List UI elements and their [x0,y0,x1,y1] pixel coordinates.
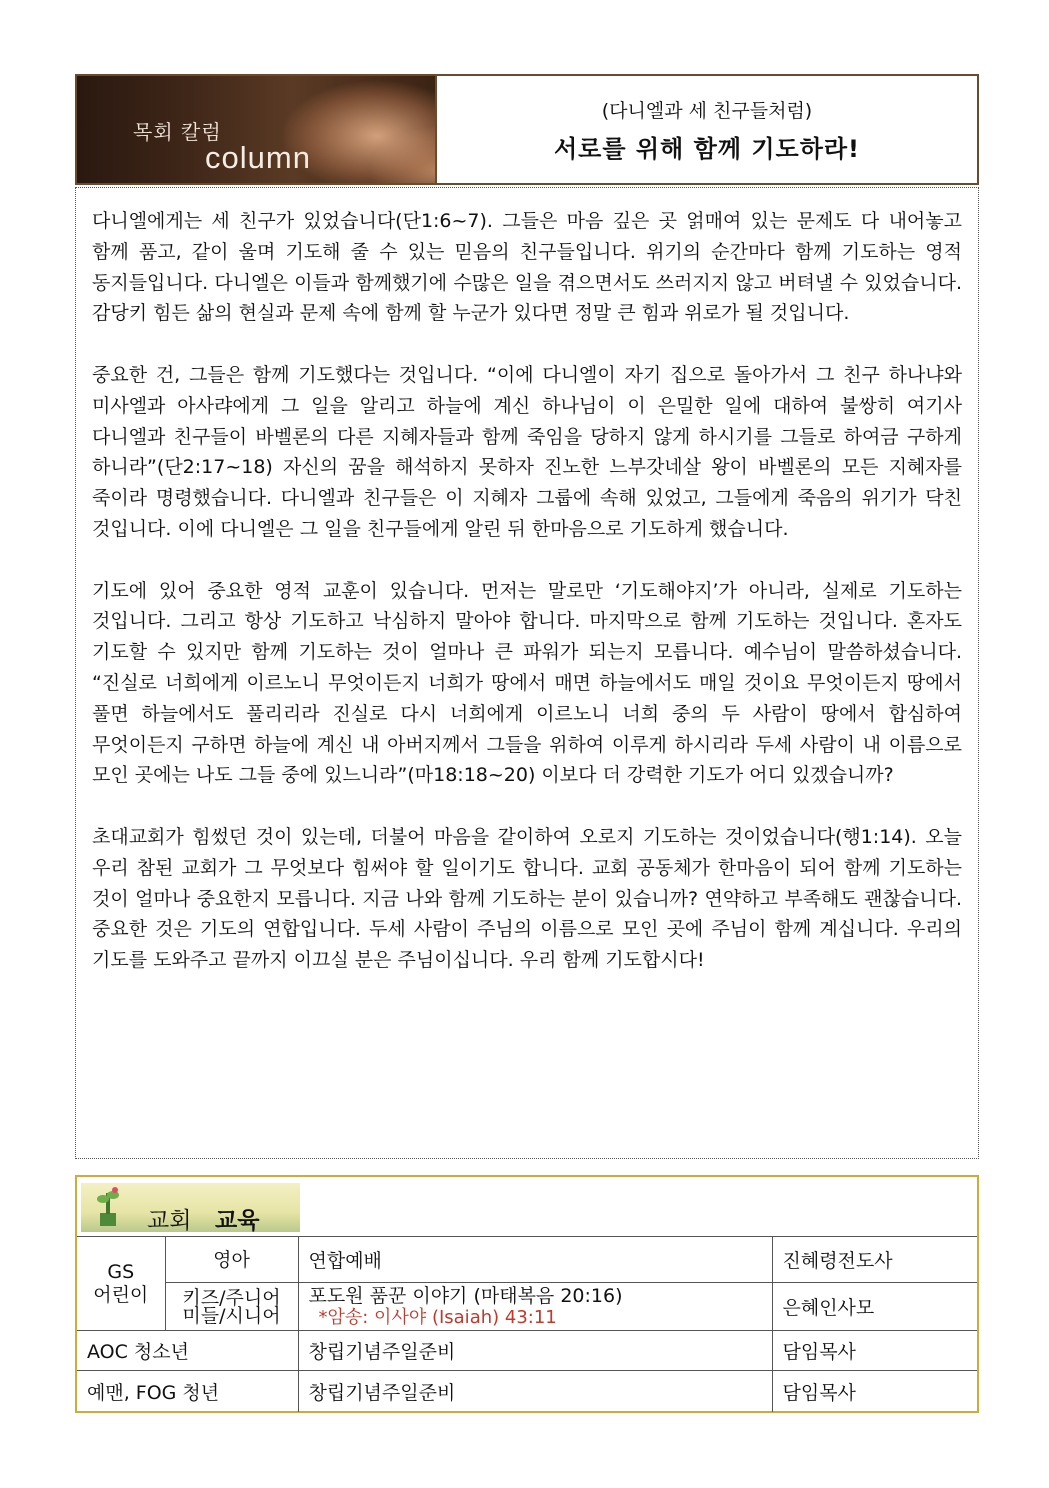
kids-memory-verse: *암송: 이사야 (Isaiah) 43:11 [318,1306,557,1328]
article-paragraph: 다니엘에게는 세 친구가 있었습니다(단1:6~7). 그들은 마음 깊은 곳 얽매여 있는 문제도 다 내어놓고 함께 품고, 같이 울며 기도해 줄 수 있는 믿음의 친구들입니다. 위기의 순간마다 함께 기도하는 영적 동지들입니다. 다니엘은 이들과 함께했기에 수많은 일을 겪으면서도 쓰러지지 않고 버텨낼 수 있었습니다. 감당키 힘든 삶의 현실과 문제 속에 함께 할 누군가 있다면 정말 큰 힘과 위로가 될 것입니다. [92,210,962,325]
education-table [77,1236,977,1412]
fog-program: 창립기념주일준비 [298,1371,772,1412]
table-row [77,1371,977,1412]
article-paragraph: 기도에 있어 중요한 영적 교훈이 있습니다. 먼저는 말로만 ‘기도해야지’가 아니라, 실제로 기도하는 것입니다. 그리고 항상 기도하고 낙심하지 말아야 합니다. 마지막으로 함께 기도하는 것입니다. 혼자도 기도할 수 있지만 함께 기도하는 것이 얼마나 큰 파워가 되는지 모릅니다. 예수님이 말씀하셨습니다. “진실로 너희에게 이르노니 무엇이든지 너희가 땅에서 매면 하늘에서도 매일 것이요 무엇이든지 땅에서 풀면 하늘에서도 풀리리라 진실로 다시 너희에게 이르노니 너희 중의 두 사람이 땅에서 합심하여 무엇이든지 구하면 하늘에 계신 내 아버지께서 그들을 위하여 이루게 하시리라 두세 사람이 내 이름으로 모인 곳에는 나도 그들 중에 있느니라”(마18:18~20) 이보다 더 강력한 기도가 어디 있겠습니까? [92,579,962,787]
infant-label: 영아 [165,1237,298,1283]
article-paragraph: 초대교회가 힘썼던 것이 있는데, 더불어 마음을 같이하여 오로지 기도하는 것이었습니다(행1:14). 오늘 우리 참된 교회가 그 무엇보다 힘써야 할 일이기도 합니다. 교회 공동체가 한마음이 되어 함께 기도하는 것이 얼마나 중요한지 모릅니다. 지금 나와 함께 기도하는 분이 있습니까? 연약하고 부족해도 괜찮습니다. 중요한 것은 기도의 연합입니다. 두세 사람이 주님의 이름으로 모인 곳에 주님이 함께 계십니다. 우리의 기도를 도와주고 끝까지 이끄실 분은 주님이십니다. 우리 함께 기도합시다! [92,825,962,972]
table-row [77,1331,977,1371]
aoc-leader: 담임목사 [772,1331,977,1371]
church-education-section [75,1175,979,1413]
education-header [77,1177,977,1236]
fog-leader: 담임목사 [772,1371,977,1412]
education-banner [81,1183,300,1232]
gs-children-group-cell [77,1237,165,1331]
table-row [77,1237,977,1283]
kids-program-cell [298,1283,772,1331]
gs-children-group-label: GS 어린이 [93,1260,149,1306]
infant-program: 연합예배 [298,1237,772,1283]
kids-leader: 은혜인사모 [772,1283,977,1331]
column-title: 서로를 위해 함께 기도하라! [553,134,861,163]
column-subtitle: (다니엘과 세 친구들처럼) [601,99,813,122]
kids-program: 포도원 품꾼 이야기 (마태복음 20:16) [308,1284,623,1307]
kids-label-text: 키즈/주니어 미들/시니어 [182,1286,281,1327]
plant-pot-icon [95,1187,121,1227]
column-banner-image [77,76,435,183]
article-paragraph: 중요한 건, 그들은 함께 기도했다는 것입니다. “이에 다니엘이 자기 집으로 돌아가서 그 친구 하나냐와 미사엘과 아사랴에게 그 일을 알리고 하늘에 계신 하나님이 이 은밀한 일에 대하여 불쌍히 여기사 다니엘과 친구들이 바벨론의 다른 지혜자들과 함께 죽임을 당하지 않게 하시기를 그들로 하여금 구하게 하니라”(단2:17~18) 자신의 꿈을 해석하지 못하자 진노한 느부갓네살 왕이 바벨론의 모든 지혜자를 죽이라 명령했습니다. 다니엘과 친구들은 이 지혜자 그룹에 속해 있었고, 그들에게 죽음의 위기가 닥친 것입니다. 이에 다니엘은 그 일을 친구들에게 알린 뒤 한마음으로 기도하게 했습니다. [92,363,962,540]
infant-leader: 진혜령전도사 [772,1237,977,1283]
aoc-program: 창립기념주일준비 [298,1331,772,1371]
kids-label [165,1283,298,1331]
aoc-label: AOC 청소년 [77,1331,298,1371]
table-row [77,1283,977,1331]
banner-label-english: column [205,140,311,175]
column-header [75,74,979,185]
education-title-education: 교육 [215,1208,260,1234]
banner-label-korean: 목회 칼럼 [133,120,222,144]
column-article [75,187,979,1159]
education-title-church: 교회 [147,1208,192,1234]
fog-label: 예맨, FOG 청년 [77,1371,298,1412]
column-title-box [435,76,977,183]
